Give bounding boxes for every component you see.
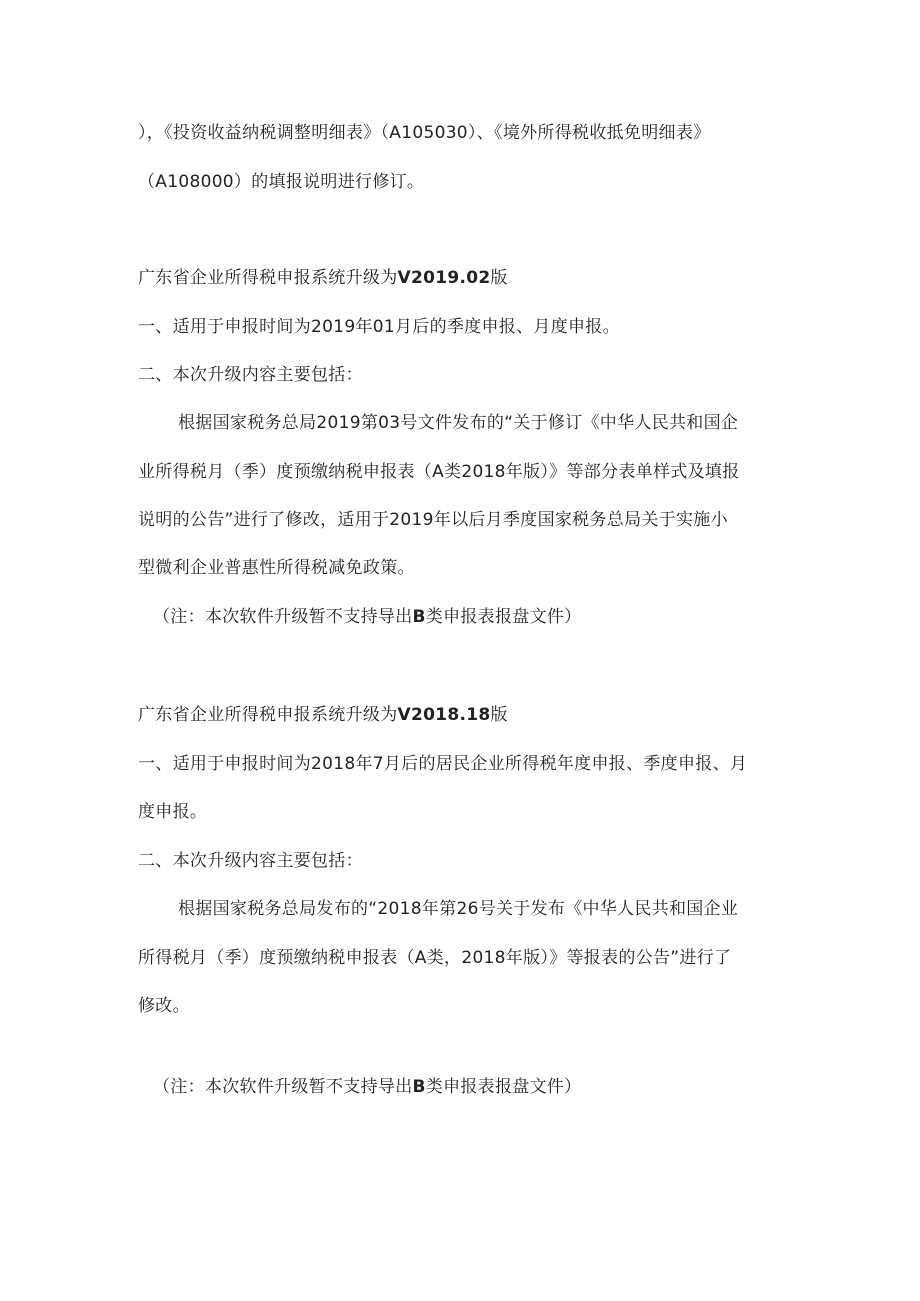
section-heading-v2018 [138,703,788,727]
paragraph-line: 度申报。 [138,802,208,822]
heading-suffix: 版 [490,705,508,725]
paragraph-line: 根据国家税务总局发布的“2018年第26号关于发布《中华人民共和国企业 [178,899,739,919]
paragraph-line: 型微利企业普惠性所得税减免政策。 [138,558,415,578]
paragraph-line: ），《投资收益纳税调整明细表》（A105030）、《境外所得税收抵免明细表》 [138,123,711,143]
paragraph-line: 修改。 [138,996,190,1016]
heading-version: V2018.18 [397,705,491,725]
paragraph-line: 说明的公告”进行了修改，适用于2019年以后月季度国家税务总局关于实施小 [138,510,728,530]
paragraph-line: 所得税月（季）度预缴纳税申报表（A类，2018年版）》等报表的公告”进行了 [138,948,732,968]
heading-suffix: 版 [490,268,508,288]
paragraph-line: 二、本次升级内容主要包括： [138,365,363,385]
heading-prefix: 广东省企业所得税申报系统升级为 [138,705,398,725]
paragraph-line: 二、本次升级内容主要包括： [138,851,363,871]
paragraph-line: 根据国家税务总局2019第03号文件发布的“关于修订《中华人民共和国企 [178,413,739,433]
heading-version: V2019.02 [397,268,491,288]
heading-prefix: 广东省企业所得税申报系统升级为 [138,268,398,288]
paragraph-line: （A108000）的填报说明进行修订。 [138,172,425,192]
note-line: （注：本次软件升级暂不支持导出B类申报表报盘文件） [153,1077,582,1097]
paragraph-line: 一、适用于申报时间为2019年01月后的季度申报、月度申报。 [138,317,620,337]
paragraph-line: 一、适用于申报时间为2018年7月后的居民企业所得税年度申报、季度申报、月 [138,754,748,774]
section-heading-v2019 [138,266,788,290]
paragraph-line: 业所得税月（季）度预缴纳税申报表（A类2018年版）》等部分表单样式及填报 [138,462,740,482]
note-line: （注：本次软件升级暂不支持导出B类申报表报盘文件） [153,607,582,627]
